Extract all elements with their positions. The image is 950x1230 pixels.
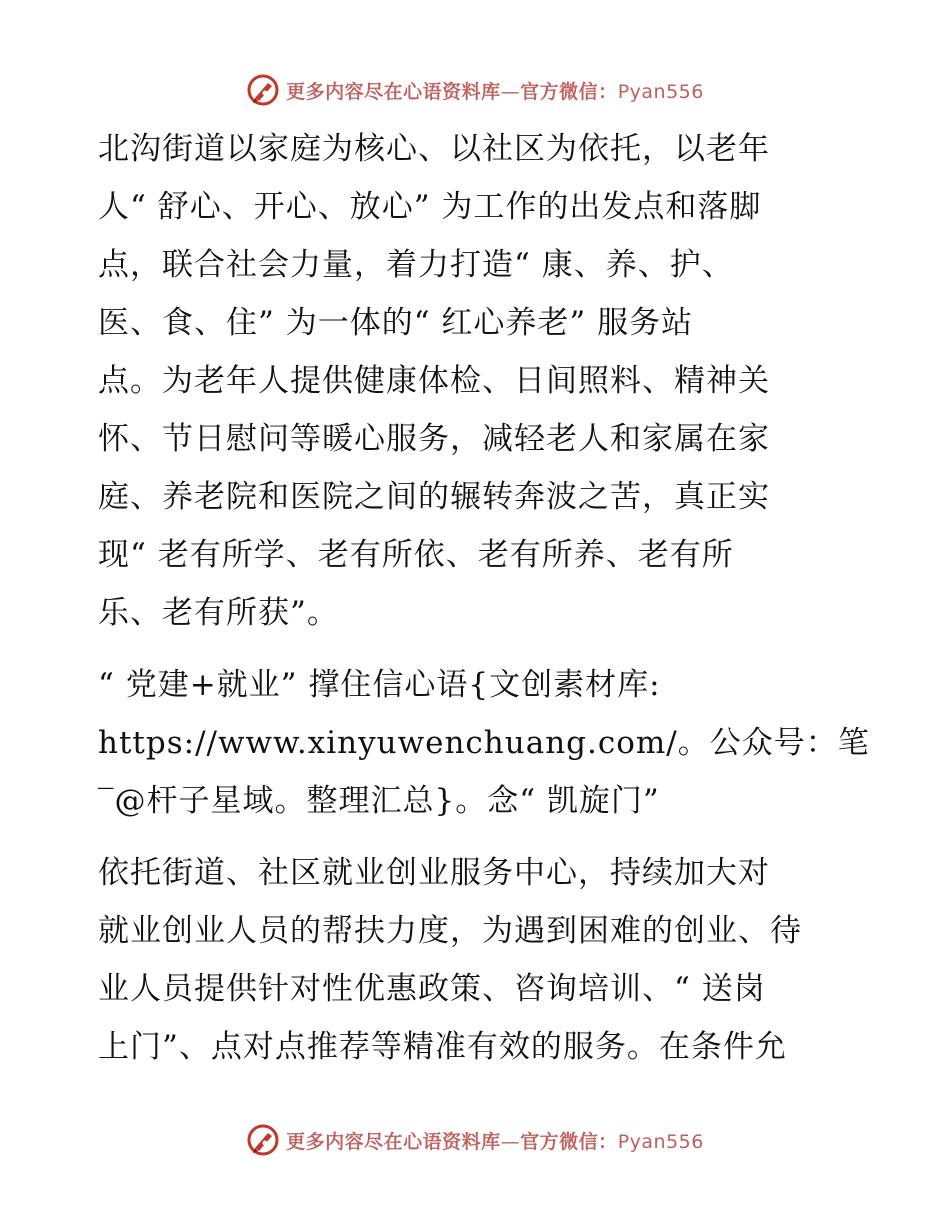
text-line: 庭、养老院和医院之间的辗转奔波之苦，真正实 bbox=[98, 479, 770, 515]
header-wechat-label: 官方微信： bbox=[520, 80, 618, 103]
footer-banner bbox=[0, 1120, 950, 1160]
paragraph-employment-services bbox=[98, 844, 858, 1076]
text-line: 点。为老年人提供健康体检、日间照料、精神关 bbox=[98, 363, 770, 399]
footer-separator: — bbox=[500, 1130, 521, 1153]
text-line: 业人员提供针对性优惠政策、咨询培训、“ 送岗 bbox=[98, 971, 766, 1007]
header-wechat-id: Pyan556 bbox=[617, 80, 704, 103]
header-separator: — bbox=[500, 80, 521, 103]
document-body bbox=[98, 120, 870, 1090]
footer-wechat-label: 官方微信： bbox=[520, 1130, 618, 1153]
text-line: 上门”、点对点推荐等精准有效的服务。在条件允 bbox=[98, 1029, 787, 1065]
footer-banner-text bbox=[286, 1127, 704, 1154]
text-line: 现“ 老有所学、老有所依、老有所养、老有所 bbox=[98, 537, 734, 573]
footer-brand: 更多内容尽在心语资料库 bbox=[286, 1130, 501, 1153]
text-line: 人“ 舒心、开心、放心” 为工作的出发点和落脚 bbox=[98, 189, 762, 225]
text-line: 医、食、住” 为一体的“ 红心养老” 服务站 bbox=[98, 305, 694, 341]
text-line: 怀、节日慰问等暖心服务，减轻老人和家属在家 bbox=[98, 421, 770, 457]
paragraph-elderly-care bbox=[98, 120, 858, 642]
text-line: ‾@杆子星域。整理汇总}。念“ 凯旋门” bbox=[98, 783, 660, 819]
text-line: 点，联合社会力量，着力打造“ 康、养、护、 bbox=[98, 247, 734, 283]
text-line: 依托街道、社区就业创业服务中心，持续加大对 bbox=[98, 855, 770, 891]
text-line: https://www.xinyuwenchuang.com/。公众号：笔 bbox=[98, 725, 870, 761]
text-line: “ 党建+就业” 撑住信心语{文创素材库: bbox=[98, 667, 661, 703]
text-line: 北沟街道以家庭为核心、以社区为依托，以老年 bbox=[98, 131, 770, 167]
header-brand: 更多内容尽在心语资料库 bbox=[286, 80, 501, 103]
header-banner-text bbox=[286, 77, 704, 104]
pen-logo-icon bbox=[246, 1123, 280, 1157]
paragraph-party-employment bbox=[98, 656, 870, 830]
text-line: 就业创业人员的帮扶力度，为遇到困难的创业、待 bbox=[98, 913, 802, 949]
header-banner bbox=[0, 70, 950, 110]
pen-logo-icon bbox=[246, 73, 280, 107]
footer-wechat-id: Pyan556 bbox=[617, 1130, 704, 1153]
text-line: 乐、老有所获”。 bbox=[98, 595, 339, 631]
